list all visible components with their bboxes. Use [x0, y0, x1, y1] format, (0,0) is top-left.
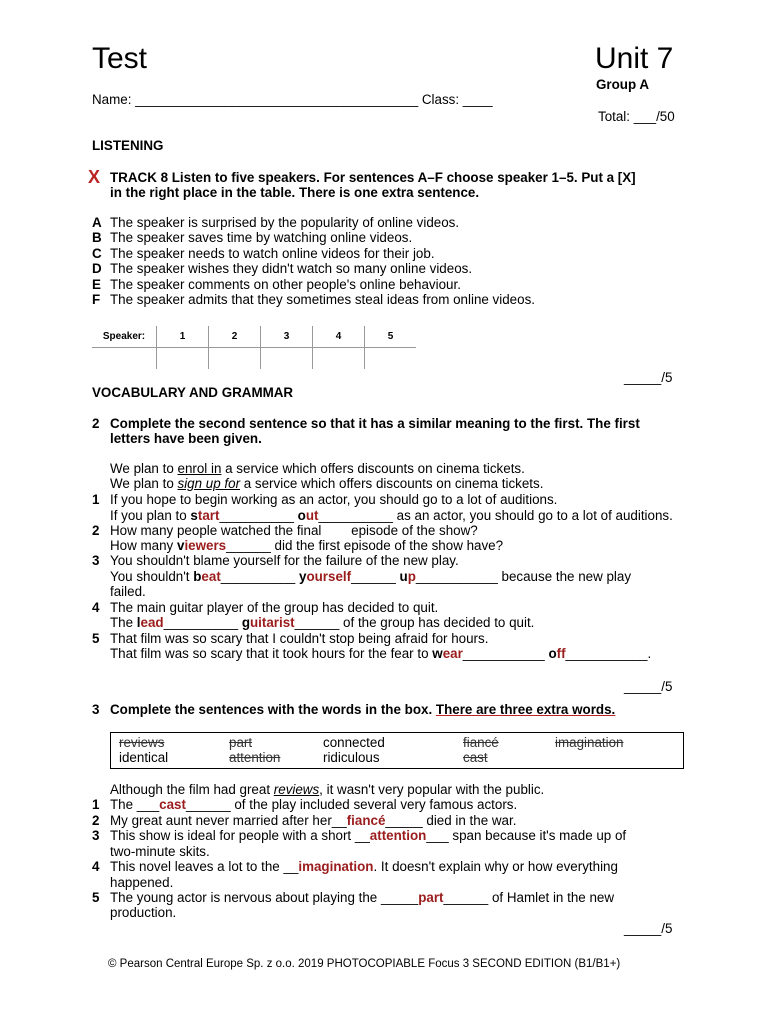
task3-item: The ___cast______ of the play included several very famous actors.: [110, 797, 518, 812]
speaker-table: [92, 326, 416, 369]
answer-cell[interactable]: [157, 348, 209, 370]
word-item: reviews: [119, 735, 165, 750]
task3-score: _____/5: [624, 921, 673, 936]
task3-instruction: Complete the sentences with the words in the box. There are three extra words.: [110, 702, 616, 717]
item-number: 2: [92, 523, 100, 538]
sentence-e: E The speaker comments on other people's online behaviour.: [92, 276, 461, 292]
name-class-line: Name: ______________________________________ Class: ____: [92, 92, 493, 107]
answer-cell[interactable]: [313, 348, 365, 370]
speaker-col-1: 1: [157, 326, 209, 348]
item-sentence: How many people watched the final episode of the show?: [110, 523, 478, 538]
answer-text: ourself: [306, 569, 352, 584]
task3-item: The young actor is nervous about playing the _____part______ of Hamlet in the new: [110, 890, 615, 905]
item-number: 4: [92, 859, 100, 874]
answer-text: eat: [201, 569, 221, 584]
group-label: Group A: [596, 77, 650, 92]
item-rewrite: If you plan to start__________ out__________ as an actor, you should go to a lot of auditions.: [110, 508, 673, 523]
word-item: imagination: [555, 735, 624, 750]
cross-mark-icon: X: [88, 167, 101, 187]
item-number: 5: [92, 631, 100, 646]
listening-instruction-1: TRACK 8 Listen to five speakers. For sentences A–F choose speaker 1–5. Put a [X]: [110, 170, 636, 185]
item-number: 4: [92, 600, 100, 615]
word-item: part: [229, 735, 253, 750]
answer-text: uitarist: [250, 615, 295, 630]
speaker-col-4: 4: [313, 326, 365, 348]
task2-number: 2: [92, 416, 100, 431]
answer-cell[interactable]: [209, 348, 261, 370]
task2-score: _____/5: [624, 679, 673, 694]
listening-instruction-2: in the right place in the table. There is one extra sentence.: [110, 185, 480, 200]
item-rewrite: How many viewers______ did the first episode of the show have?: [110, 538, 504, 553]
task2-example-2: We plan to sign up for a service which offers discounts on cinema tickets.: [110, 476, 544, 491]
word-item: connected: [323, 735, 385, 750]
item-rewrite: The lead__________ guitarist______ of the group has decided to quit.: [110, 615, 535, 630]
answer-text: ear: [442, 646, 463, 661]
task3-item-cont: two-minute skits.: [110, 844, 210, 859]
sentence-c: C The speaker needs to watch online videos for their job.: [92, 245, 435, 261]
task3-item-cont: production.: [110, 905, 177, 920]
task3-example: Although the film had great reviews, it wasn't very popular with the public.: [110, 782, 545, 797]
task2-instruction-2: letters have been given.: [110, 431, 262, 446]
example-answer: sign up for: [177, 476, 241, 491]
speaker-col-2: 2: [209, 326, 261, 348]
task3-item: This novel leaves a lot to the __imagination. It doesn't explain why or how everything: [110, 859, 618, 874]
sentence-b: B The speaker saves time by watching online videos.: [92, 230, 413, 246]
answer-text: imagination: [298, 859, 374, 874]
task2-example-1: We plan to enrol in a service which offers discounts on cinema tickets.: [110, 461, 525, 476]
speaker-col-5: 5: [365, 326, 417, 348]
answer-text: part: [418, 890, 444, 905]
item-number: 5: [92, 890, 100, 905]
answer-text: attention: [369, 828, 427, 843]
item-sentence: You shouldn't blame yourself for the failure of the new play.: [110, 553, 459, 568]
word-item: cast: [463, 750, 488, 765]
answer-text: iewers: [184, 538, 227, 553]
page-title: Test: [92, 42, 148, 75]
word-item: attention: [229, 750, 281, 765]
total-score: Total: ___/50: [598, 109, 675, 124]
item-number: 1: [92, 492, 100, 507]
answer-cell[interactable]: [92, 348, 157, 370]
sentence-d: D The speaker wishes they didn't watch so many online videos.: [92, 261, 473, 277]
answer-text: cast: [159, 797, 186, 812]
vocab-heading: VOCABULARY AND GRAMMAR: [92, 385, 294, 400]
task3-number: 3: [92, 702, 100, 717]
sentence-f: F The speaker admits that they sometimes steal ideas from online videos.: [92, 292, 535, 308]
task3-item: This show is ideal for people with a short __attention___ span because it's made up of: [110, 828, 627, 843]
task2-instruction-1: Complete the second sentence so that it has a similar meaning to the first. The first: [110, 416, 640, 431]
answer-text: p: [407, 569, 416, 584]
item-number: 3: [92, 553, 100, 568]
footer-copyright: © Pearson Central Europe Sp. z o.o. 2019 PHOTOCOPIABLE Focus 3 SECOND EDITION (B1/B1+): [108, 958, 621, 970]
task3-item: My great aunt never married after her__fiancé_____ died in the war.: [110, 813, 517, 828]
item-rewrite: That film was so scary that it took hours for the fear to wear___________ off___________.: [110, 646, 652, 661]
answer-text: fiancé: [346, 813, 386, 828]
word-box: [110, 732, 684, 769]
listening-heading: LISTENING: [92, 138, 164, 153]
item-number: 2: [92, 813, 100, 828]
item-rewrite-cont: failed.: [110, 584, 146, 599]
task3-item-cont: happened.: [110, 875, 174, 890]
word-item: identical: [119, 750, 169, 765]
answer-text: ff: [556, 646, 566, 661]
word-item: ridiculous: [323, 750, 380, 765]
answer-cell[interactable]: [365, 348, 417, 370]
answer-text: tart: [197, 508, 220, 523]
speaker-label: Speaker:: [92, 326, 157, 348]
item-rewrite: You shouldn't beat__________ yourself______ up___________ because the new play: [110, 569, 632, 584]
item-sentence: That film was so scary that I couldn't stop being afraid for hours.: [110, 631, 489, 646]
item-sentence: If you hope to begin working as an actor, you should go to a lot of auditions.: [110, 492, 558, 507]
speaker-col-3: 3: [261, 326, 313, 348]
answer-text: ead: [140, 615, 164, 630]
item-number: 3: [92, 828, 100, 843]
answer-cell[interactable]: [261, 348, 313, 370]
item-sentence: The main guitar player of the group has decided to quit.: [110, 600, 439, 615]
item-number: 1: [92, 797, 100, 812]
listening-score: _____/5: [624, 370, 673, 385]
speaker-sentences: [92, 215, 535, 307]
sentence-a: A The speaker is surprised by the popularity of online videos.: [92, 215, 460, 230]
unit-label: Unit 7: [595, 42, 674, 75]
word-item: fiancé: [463, 735, 499, 750]
answer-text: ut: [305, 508, 319, 523]
